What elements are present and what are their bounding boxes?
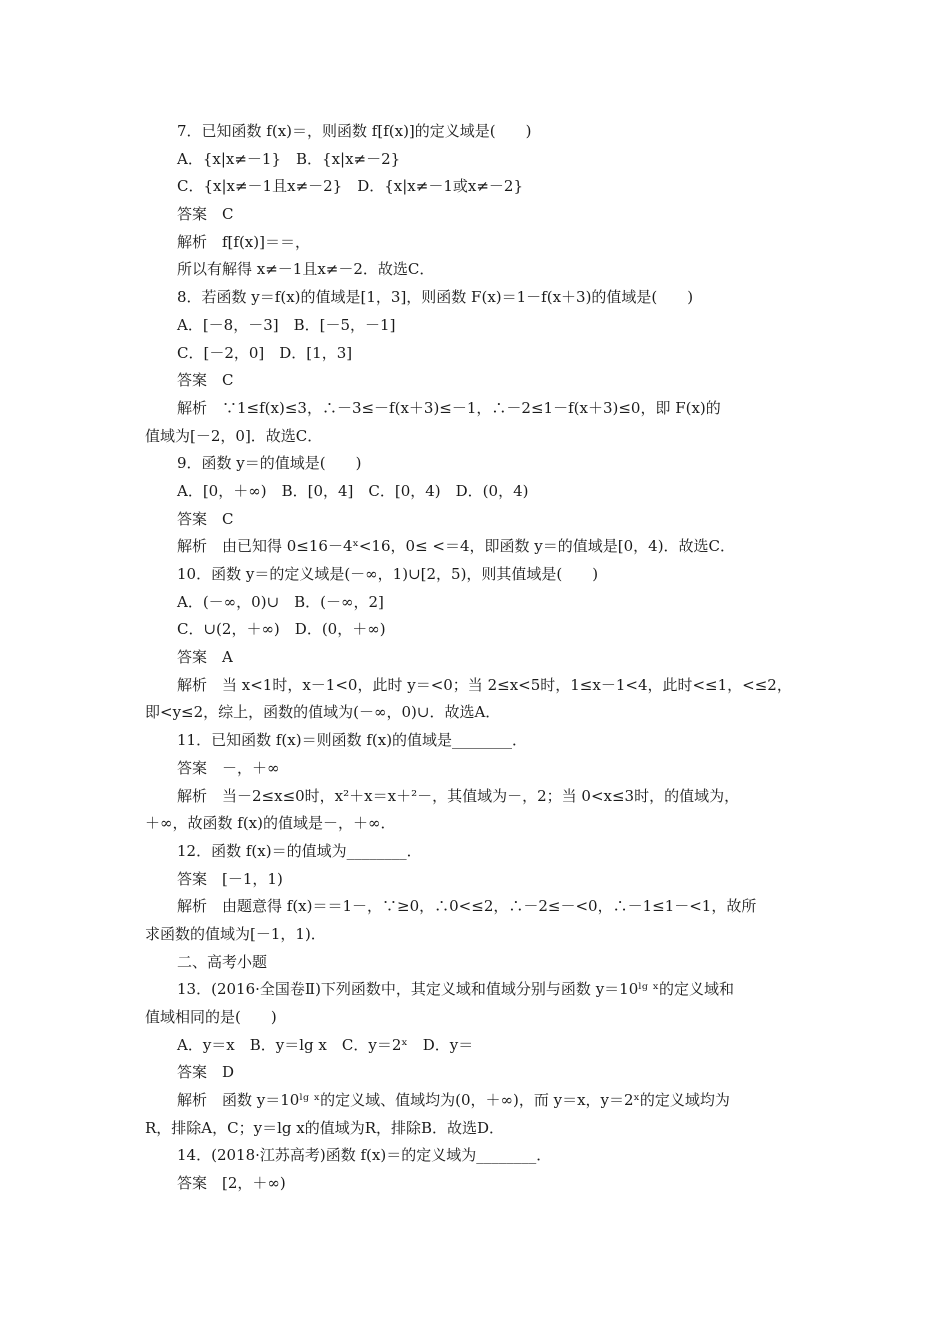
text-line: 14．(2018·江苏高考)函数 f(x)＝的定义域为________．	[177, 1146, 552, 1165]
text-line: 解析 ∵1≤f(x)≤3，∴－3≤－f(x＋3)≤－1，∴－2≤1－f(x＋3)≤0，即 F(x)的	[177, 398, 721, 417]
text-line: ＋∞，故函数 f(x)的值域是－，＋∞．	[145, 814, 396, 833]
text-line: 10．函数 y＝的定义域是(－∞，1)∪[2，5)，则其值域是( )	[177, 565, 599, 583]
text-line: C．[－2，0] D．[1，3]	[177, 343, 353, 362]
text-line: C．∪(2，＋∞) D．(0，＋∞)	[177, 620, 386, 639]
text-line: 8．若函数 y＝f(x)的值域是[1，3]，则函数 F(x)＝1－f(x＋3)的值域是( )	[177, 288, 694, 307]
text-line: 9．函数 y＝的值域是( )	[177, 454, 362, 473]
text-line: R，排除A，C；y＝lg x的值域为R，排除B．故选D．	[145, 1118, 505, 1137]
text-line: 答案 C	[177, 509, 234, 528]
text-line: 解析 当－2≤x≤0时，x²＋x＝x＋²－，其值域为－，2；当 0<x≤3时，的值域为，	[177, 786, 740, 805]
text-line: 求函数的值域为[－1，1)．	[145, 924, 326, 943]
text-line: 解析 函数 y＝10ˡᵍ ˣ的定义域、值域均为(0，＋∞)，而 y＝x，y＝2ˣ的定义域均为	[177, 1091, 730, 1110]
text-line: 7．已知函数 f(x)＝，则函数 f[f(x)]的定义域是( )	[177, 122, 532, 140]
text-line: 11．已知函数 f(x)＝则函数 f(x)的值域是________．	[177, 731, 528, 750]
text-line: 12．函数 f(x)＝的值域为________．	[177, 841, 422, 860]
text-line: 值域相同的是( )	[145, 1008, 277, 1026]
text-line: A．{x|x≠－1} B．{x|x≠－2}	[177, 149, 401, 168]
text-line: 解析 由题意得 f(x)＝＝1－，∵≥0，∴0<≤2，∴－2≤－<0，∴－1≤1－<1，故所	[177, 897, 757, 916]
text-line: 即<y≤2，综上，函数的值域为(－∞，0)∪．故选A．	[145, 703, 501, 722]
text-line: 二、高考小题	[177, 952, 268, 971]
text-line: 解析 当 x<1时，x－1<0，此时 y＝<0；当 2≤x<5时，1≤x－1<4，此时<≤1，<≤2，	[177, 675, 792, 694]
text-line: 答案 －，＋∞	[177, 758, 280, 777]
text-line: A．[0，＋∞) B．[0，4] C．[0，4) D．(0，4)	[177, 481, 529, 500]
text-line: 答案 [－1，1)	[177, 869, 283, 888]
text-line: 解析 f[f(x)]＝＝，	[177, 232, 310, 251]
text-line: 值域为[－2，0]．故选C．	[145, 426, 323, 445]
text-line: 答案 [2，＋∞)	[177, 1174, 286, 1193]
text-line: 所以有解得 x≠－1且x≠－2．故选C．	[177, 260, 435, 279]
document-body	[145, 118, 810, 1198]
text-line: 答案 A	[177, 648, 233, 667]
text-line: 答案 C	[177, 205, 234, 224]
text-line: 解析 由已知得 0≤16－4ˣ<16，0≤ <＝4，即函数 y＝的值域是[0，4)．故选C．	[177, 537, 736, 556]
text-line: 答案 D	[177, 1063, 235, 1082]
text-line: A．y＝x B．y＝lg x C．y＝2ˣ D．y＝	[177, 1035, 474, 1054]
text-line: A．(－∞，0)∪ B．(－∞，2]	[177, 592, 384, 611]
text-line: 13．(2016·全国卷Ⅱ)下列函数中，其定义域和值域分别与函数 y＝10ˡᵍ ˣ的定义域和	[177, 980, 735, 999]
text-line: C．{x|x≠－1且x≠－2} D．{x|x≠－1或x≠－2}	[177, 177, 523, 196]
text-line: A．[－8，－3] B．[－5，－1]	[177, 315, 396, 334]
text-line: 答案 C	[177, 371, 234, 390]
